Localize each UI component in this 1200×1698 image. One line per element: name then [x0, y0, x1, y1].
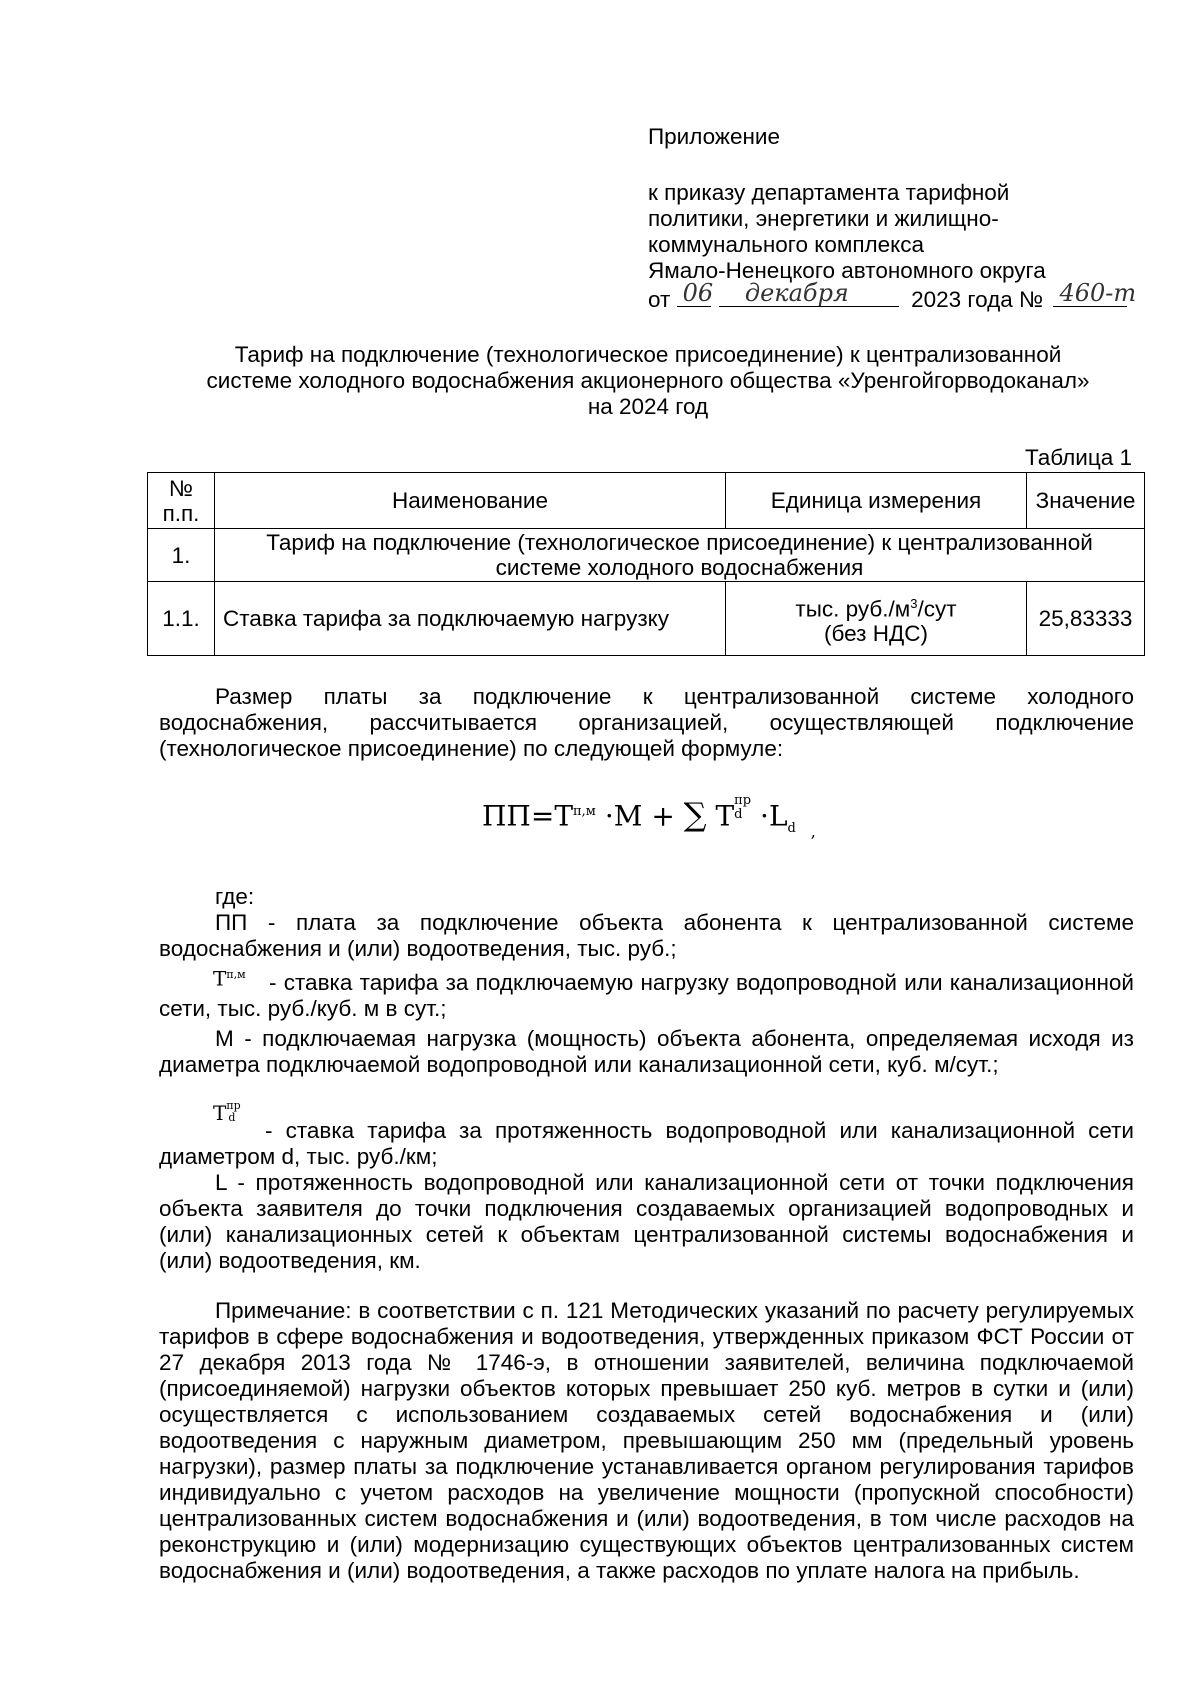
def-t: - ставка тарифа за подключаемую нагрузку водопроводной или канализационной сети, тыс. руб./куб. м в сут.; — [159, 970, 1134, 1021]
appendix-line-1: к приказу департамента тарифной — [648, 180, 1010, 205]
appendix-line-2: политики, энергетики и жилищно- — [648, 206, 999, 231]
unit-vat: (без НДС) — [824, 621, 928, 647]
date-day: 06 — [682, 279, 714, 307]
header-value: Значение — [1027, 473, 1145, 529]
table-row — [148, 582, 1145, 656]
header-name: Наименование — [215, 473, 726, 529]
formula-l: L — [768, 799, 788, 833]
formula-plus: + — [651, 799, 675, 833]
def-pp: ПП - плата за подключение объекта абонента к централизованной системе водоснабжения и (или) водоотведения, тыс. руб.; — [159, 910, 1134, 961]
row-1-name: Тариф на подключение (технологическое присоединение) к централизованной системе холодного водоснабжения — [215, 529, 1145, 582]
def-t-symbol: $Т^{п,м}$ — [213, 966, 246, 991]
heading-line-2: системе холодного водоснабжения акционерного общества «Уренгойгорводоканал» — [206, 368, 1090, 393]
order-number: 460-т — [1059, 279, 1137, 307]
formula-t2-sup: пр — [734, 793, 752, 808]
tariff-table — [147, 472, 1145, 656]
formula — [482, 792, 816, 849]
date-month: декабря — [744, 279, 849, 307]
row-2-name: Ставка тарифа за подключаемую нагрузку — [215, 582, 726, 656]
row-2-unit — [726, 582, 1027, 656]
formula-sum: ∑ — [683, 795, 707, 834]
formula-l-sub: d — [787, 820, 796, 836]
appendix-block — [648, 124, 1148, 313]
table-header-row — [148, 473, 1145, 529]
heading-line-3: на 2024 год — [587, 394, 709, 419]
row-2-value: 25,83333 — [1027, 582, 1145, 656]
formula-t: Т — [554, 799, 573, 833]
intro-paragraph: Размер платы за подключение к централизованной системе холодного водоснабжения, рассчитывается организацией, осуществляющей подключение (технологическое присоединение) по следующей формуле: — [159, 684, 1134, 761]
def-l: L - протяженность водопроводной или канализационной сети от точки подключения объекта заявителя до точки подключения создаваемых организацией водопроводных и (или) канализационных сетей к объектам централизованной системы водоснабжения и (или) водоотведения, км. — [159, 1170, 1134, 1273]
where-label: где: — [215, 884, 255, 909]
row-1-num: 1. — [148, 529, 215, 582]
appendix-line-4: Ямало-Ненецкого автономного округа — [648, 258, 1046, 283]
appendix-date-line — [648, 279, 1148, 313]
formula-t-sup: п,м — [573, 804, 596, 819]
def-td-symbol: Т пр d — [213, 1099, 241, 1125]
heading-line-1: Тариф на подключение (технологическое присоединение) к централизованной — [234, 342, 1062, 367]
document-heading — [150, 342, 1146, 420]
def-td: - ставка тарифа за протяженность водопроводной или канализационной сети диаметром d, тыс. руб./км; — [159, 1118, 1134, 1169]
table-row — [148, 529, 1145, 582]
formula-t2: Т — [715, 799, 735, 833]
formula-dot-2: · — [760, 799, 769, 833]
appendix-line-3: коммунального комплекса — [648, 232, 925, 257]
formula-eq: = — [530, 799, 555, 833]
formula-t2-sub: d — [734, 807, 743, 822]
date-prefix: от — [648, 287, 671, 312]
unit-text-2: /сут — [917, 596, 957, 622]
header-num: № п.п. — [148, 473, 215, 529]
table-label: Таблица 1 — [1025, 445, 1132, 470]
header-unit: Единица измерения — [726, 473, 1027, 529]
appendix-title: Приложение — [648, 124, 780, 149]
formula-comma: , — [810, 822, 816, 842]
formula-lhs: ПП — [482, 799, 531, 833]
note-paragraph: Примечание: в соответствии с п. 121 Методических указаний по расчету регулируемых тарифов в сфере водоснабжения и водоотведения, утвержденных приказом ФСТ России от 27 декабря 2013 года № 1746-э, в отношении заявителей, величина подключаемой (присоединяемой) нагрузки объектов которых превышает 250 куб. метров в сутки и (или) осуществляется с использованием создаваемых сетей водоснабжения и (или) водоотведения с наружным диаметром, превышающим 250 мм (предельный уровень нагрузки), размер платы за подключение устанавливается органом регулирования тарифов индивидуально с учетом расходов на увеличение мощности (пропускной способности) централизованных систем водоснабжения и (или) водоотведения, в том числе расходов на реконструкцию и (или) модернизацию существующих объектов централизованных систем водоснабжения и (или) водоотведения, а также расходов по уплате налога на прибыль. — [159, 1298, 1134, 1583]
formula-m: М — [613, 799, 643, 833]
def-m: М - подключаемая нагрузка (мощность) объекта абонента, определяемая исходя из диаметра подключаемой водопроводной или канализационной сети, куб. м/сут.; — [159, 1026, 1134, 1077]
row-2-num: 1.1. — [148, 582, 215, 656]
formula-dot-1: · — [604, 799, 614, 833]
unit-sup: 3 — [910, 595, 918, 611]
date-year-text: 2023 года № — [911, 287, 1044, 312]
unit-text: тыс. руб./м — [795, 596, 911, 622]
